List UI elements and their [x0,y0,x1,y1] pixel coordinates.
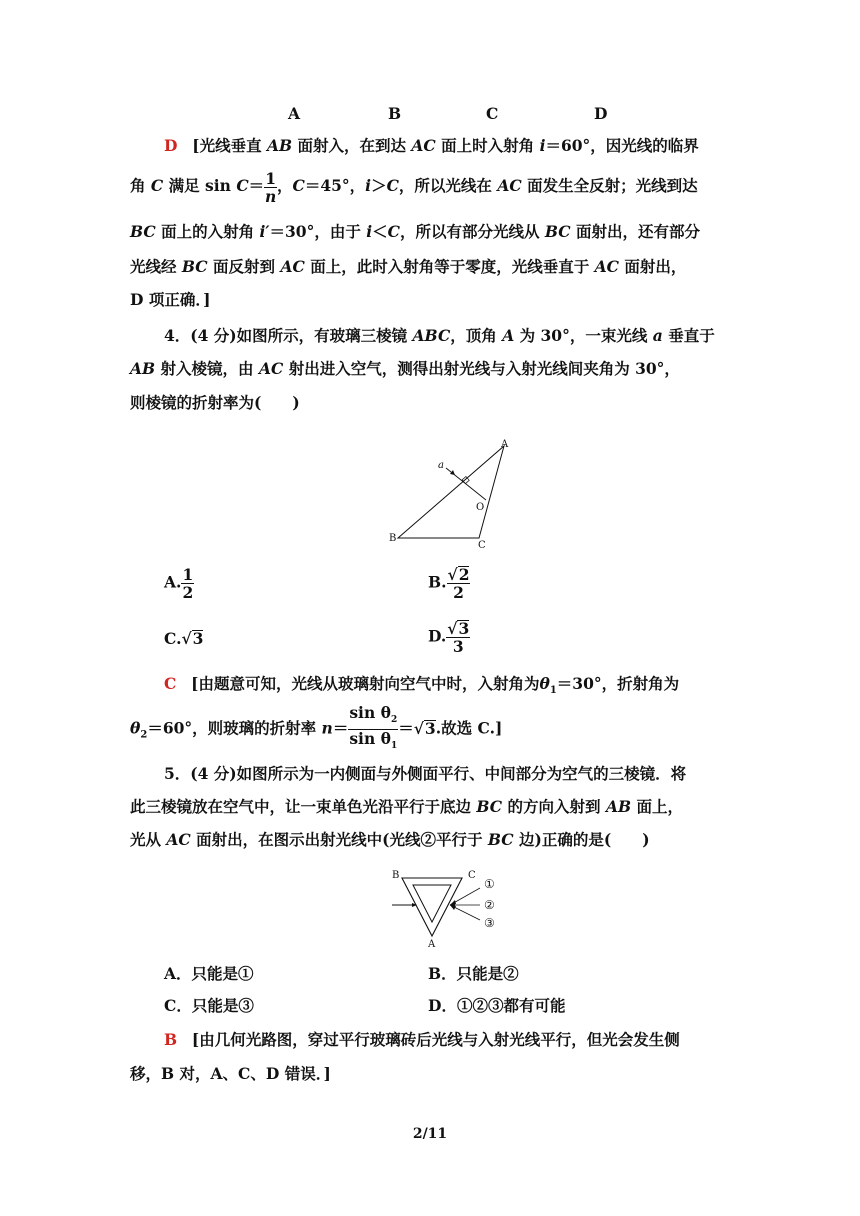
text: 此三棱镜放在空气中，让一束单色光沿平行于底边 [130,797,477,816]
q3-answer-line-3 [130,222,730,242]
denominator: n [264,186,277,206]
q3-answer-line-1 [164,136,764,156]
option-label: B. [428,572,447,592]
exit-arrowhead-3 [450,905,456,910]
subscript: 1 [390,741,398,752]
text: [光线垂直 [192,136,267,155]
choice-c: C [486,104,499,123]
text: 角 [130,176,151,195]
q5-option-a[interactable]: A．只能是① [164,964,254,983]
ray-arrowhead [450,470,455,475]
text: 移，B 对，A、C、D 错误．] [130,1064,331,1083]
label-A: A [428,939,436,950]
text: AC [280,257,305,276]
q4-option-b[interactable] [428,566,470,601]
choice-b: B [388,104,402,123]
radicand: 2 [458,565,470,584]
fraction [348,704,398,755]
text: θ [539,674,550,693]
denominator [348,730,398,755]
text: ，顶角 [450,326,503,345]
q5-option-b[interactable]: B．只能是② [428,964,519,983]
text: 垂直于 [662,326,715,345]
q4-answer-line-1 [164,674,764,701]
q5-option-c[interactable]: C．只能是③ [164,996,254,1015]
text: i [366,222,373,241]
text: ＝30°，折射角为 [556,674,680,693]
numerator: 1 [182,565,194,584]
q3-answer-line-5 [130,290,730,310]
text: 面射出，在图示出射光线中(光线②平行于 [190,830,488,849]
text: 射出进入空气，测得出射光线与入射光线间夹角为 30°， [283,359,680,378]
numerator: √3 [447,619,470,638]
text: .故选 C.] [435,718,503,738]
text: AC [166,830,191,849]
text: BC [181,257,208,276]
fraction [446,620,470,655]
text: [由题意可知，光线从玻璃射向空气中时，入射角为 [191,674,540,693]
inner-triangle [413,885,451,922]
text: 光从 [130,830,167,849]
numerator [348,704,398,730]
text: C [150,176,164,195]
text: 光线经 [130,257,182,276]
text: 面射入，在到达 [292,136,412,155]
text: 面上时入射角 [435,136,540,155]
fraction [447,566,471,601]
label-ray-3: ③ [484,916,495,930]
text: ＝ [248,176,265,195]
hollow-prism-figure [362,866,512,950]
text: n [321,718,333,738]
text: 满足 sin [163,176,237,195]
text: 面反射到 [207,257,281,276]
text: D 项正确．] [130,290,211,309]
text: BC [487,830,514,849]
text: θ [130,718,141,738]
text: 面上，此时入射角等于零度，光线垂直于 [304,257,595,276]
q3-answer-line-4 [130,257,730,277]
q5-answer-line-1 [164,1030,764,1050]
text: 面上， [631,797,683,816]
subscript: 1 [549,685,557,697]
text: ＝60°，则玻璃的折射率 [147,718,322,738]
denominator: 2 [453,583,464,602]
text: [由几何光路图，穿过平行玻璃砖后光线与入射光线平行，但光会发生侧 [191,1030,680,1049]
text: AB [605,797,632,816]
text: AC [497,176,522,195]
text: ， [276,176,293,195]
option-label: A. [164,572,182,592]
answer-letter: B [164,1030,178,1049]
text: 面射出，还有部分 [570,222,701,241]
fraction [181,566,194,601]
text: C [236,176,249,195]
label-ray-2: ② [484,898,495,912]
label-C: C [478,540,486,550]
prism-triangle [398,446,504,538]
label-C: C [468,870,476,881]
text: i [365,176,372,195]
text: 面发生全反射；光线到达 [521,176,698,195]
denominator: 3 [452,637,464,656]
subscript: 2 [390,715,398,726]
text: AB [130,359,156,378]
prism-figure [384,434,516,550]
text: C [387,222,400,241]
option-label: D. [428,626,447,646]
label-O: O [476,502,485,513]
label-A: A [501,439,509,450]
top-choices [0,104,860,126]
text: 则棱镜的折射率为( ) [130,393,300,412]
label-ray-1: ① [484,877,495,891]
text: sin θ [349,729,391,749]
text: a [652,326,663,345]
text: ＞ [371,176,387,195]
text: i′ [259,222,270,241]
text: 的方向入射到 [502,797,606,816]
q4-option-a[interactable] [164,566,194,601]
text: ＜ [372,222,388,241]
text: 5．(4 分)如图所示为一内侧面与外侧面平行、中间部分为空气的三棱镜．将 [164,764,687,783]
text: BC [130,222,156,241]
text: sin θ [349,703,391,722]
text: 为 30°，一束光线 [514,326,653,345]
q5-line-2 [130,797,730,817]
option-label: C. [164,629,182,648]
text: AB [266,136,293,155]
choice-a: A [288,104,301,123]
text: ABC [412,326,451,345]
q3-answer-line-2 [130,168,730,205]
subscript: 2 [140,729,148,741]
q5-line-1 [164,764,764,784]
q4-answer-line-2: $\theta_2=60^\circ$，则玻璃的折射率 n＝ $\frac{\sin \theta_2}{\sin \theta_1}$ ＝√3.故选 C.] [130,704,730,756]
text: AC [594,257,619,276]
text: ＝60°，因光线的临界 [545,136,699,155]
q4-option-c[interactable]: C.√3 [164,629,204,648]
text: AC [258,359,284,378]
label-B: B [389,533,397,544]
radicand: 3 [424,718,436,738]
q4-line-2 [130,359,730,379]
choice-d: D [594,104,608,123]
numerator: 1 [265,168,276,188]
answer-letter: D [164,136,178,155]
text: BC [476,797,503,816]
text: 射入棱镜，由 [155,359,259,378]
text: A [502,326,515,345]
text: C [292,176,305,195]
radicand: 3 [192,629,204,648]
text: C [386,176,399,195]
q5-answer-line-2 [130,1064,730,1084]
text: ，所以有部分光线从 [399,222,545,241]
denominator: 2 [182,583,194,602]
page-number: 2/11 [412,1126,448,1142]
text: ＝45°， [304,176,366,195]
text: BC [544,222,571,241]
text: AC [411,136,436,155]
text: ＝30°，由于 [269,222,367,241]
q4-option-d[interactable] [428,620,470,655]
label-B: B [392,870,400,881]
text: 面射出， [618,257,687,276]
label-a: a [438,460,444,471]
text: i [539,136,546,155]
q5-option-d[interactable]: D．①②③都有可能 [428,996,566,1015]
text: 面上的入射角 [155,222,260,241]
numerator: √2 [447,565,470,584]
answer-letter: C [164,674,177,693]
text: ，所以光线在 [398,176,498,195]
radicand: 3 [458,619,470,638]
q5-line-3 [130,830,730,850]
text: ＝ [332,718,349,738]
fraction [264,170,277,205]
q4-line-1 [164,326,764,346]
q4-line-3 [130,393,730,413]
text: 边)正确的是( ) [513,830,650,849]
text: 4．(4 分)如图所示，有玻璃三棱镜 [164,326,413,345]
text: ＝ [398,718,414,738]
